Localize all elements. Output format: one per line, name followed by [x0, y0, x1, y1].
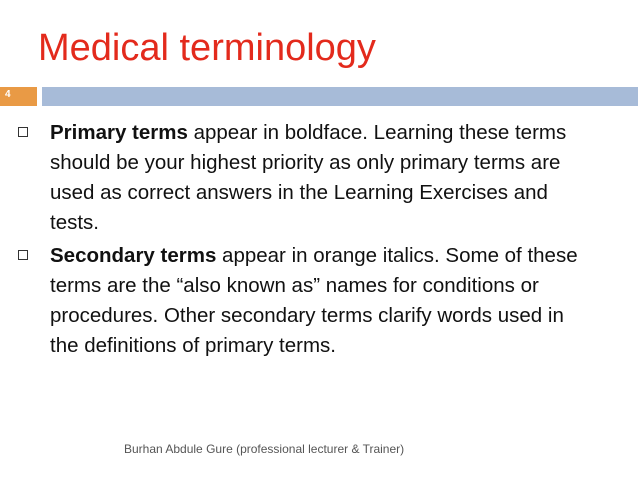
bullet-list: [18, 118, 598, 364]
slide-title: Medical terminology: [38, 27, 376, 69]
bullet-text: appear in boldface. Learning these terms should be your highest priority as only primary terms are used as correct answers in the Learning Exercises and tests.: [50, 121, 567, 234]
bullet-bold-term: Primary terms: [50, 121, 188, 144]
bullet-secondary-terms: [18, 241, 598, 361]
title-underline-band: [42, 87, 638, 106]
slide-footer: Burhan Abdule Gure (professional lecturer & Trainer): [124, 442, 405, 456]
square-bullet-icon: [18, 250, 28, 260]
bullet-bold-term: Secondary terms: [50, 244, 217, 267]
bullet-primary-terms: [18, 118, 598, 238]
slide-number: 4: [5, 89, 11, 100]
square-bullet-icon: [18, 127, 28, 137]
slide-number-box: [0, 87, 37, 106]
bullet-text: appear in orange italics. Some of these terms are the “also known as” names for conditions or procedures. Other secondary terms clarify words used in the definitions of primary terms.: [50, 244, 578, 357]
